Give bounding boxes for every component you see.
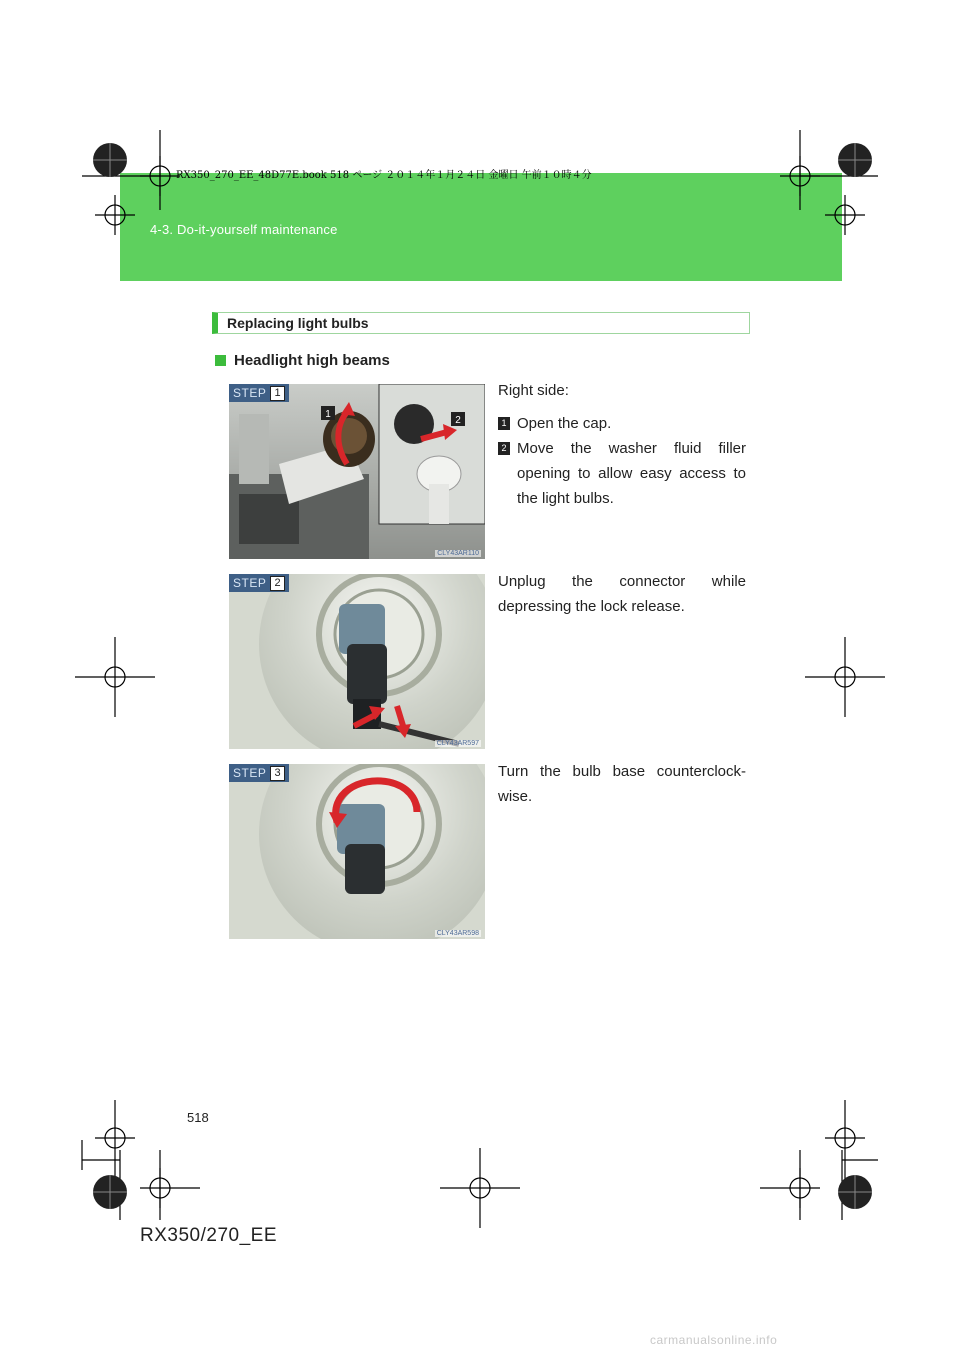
step-number: 1 <box>270 386 285 401</box>
step-label: STEP <box>233 386 267 400</box>
step-number: 2 <box>270 576 285 591</box>
callout-2: 2 <box>455 415 461 426</box>
subheading-text: Headlight high beams <box>234 352 390 369</box>
step-number: 3 <box>270 766 285 781</box>
figure-code: CLY43AR598 <box>436 930 479 937</box>
step-2-instructions: Unplug the connector while depressing the lock release. <box>498 573 746 615</box>
model-code: RX350/270_EE <box>140 1225 277 1246</box>
callout-1: 1 <box>325 409 331 420</box>
step-label: STEP <box>233 766 267 780</box>
figure-code: CLY43AR597 <box>436 740 479 747</box>
section-breadcrumb: 4-3. Do-it-yourself maintenance <box>150 222 338 237</box>
step-1-intro: Right side: <box>498 382 569 399</box>
step-3-instructions: Turn the bulb base counterclock-wise. <box>498 763 746 805</box>
print-info-line: RX350_270_EE_48D77E.book 518 ページ ２０１４年１月２４日 金曜日 午前１０時４分 <box>176 170 592 181</box>
watermark: carmanualsonline.info <box>650 1333 778 1347</box>
step-label: STEP <box>233 576 267 590</box>
step-1-item-2-text: Move the washer fluid filler opening to allow easy access to the light bulbs. <box>517 440 746 507</box>
figure-code: CLY43AR110 <box>437 550 479 557</box>
number-box-icon: 2 <box>498 442 510 455</box>
step-1-item-1-text: Open the cap. <box>517 415 612 432</box>
page-number: 518 <box>187 1110 209 1125</box>
section-heading: Replacing light bulbs <box>212 312 750 334</box>
number-box-icon: 1 <box>498 417 510 430</box>
